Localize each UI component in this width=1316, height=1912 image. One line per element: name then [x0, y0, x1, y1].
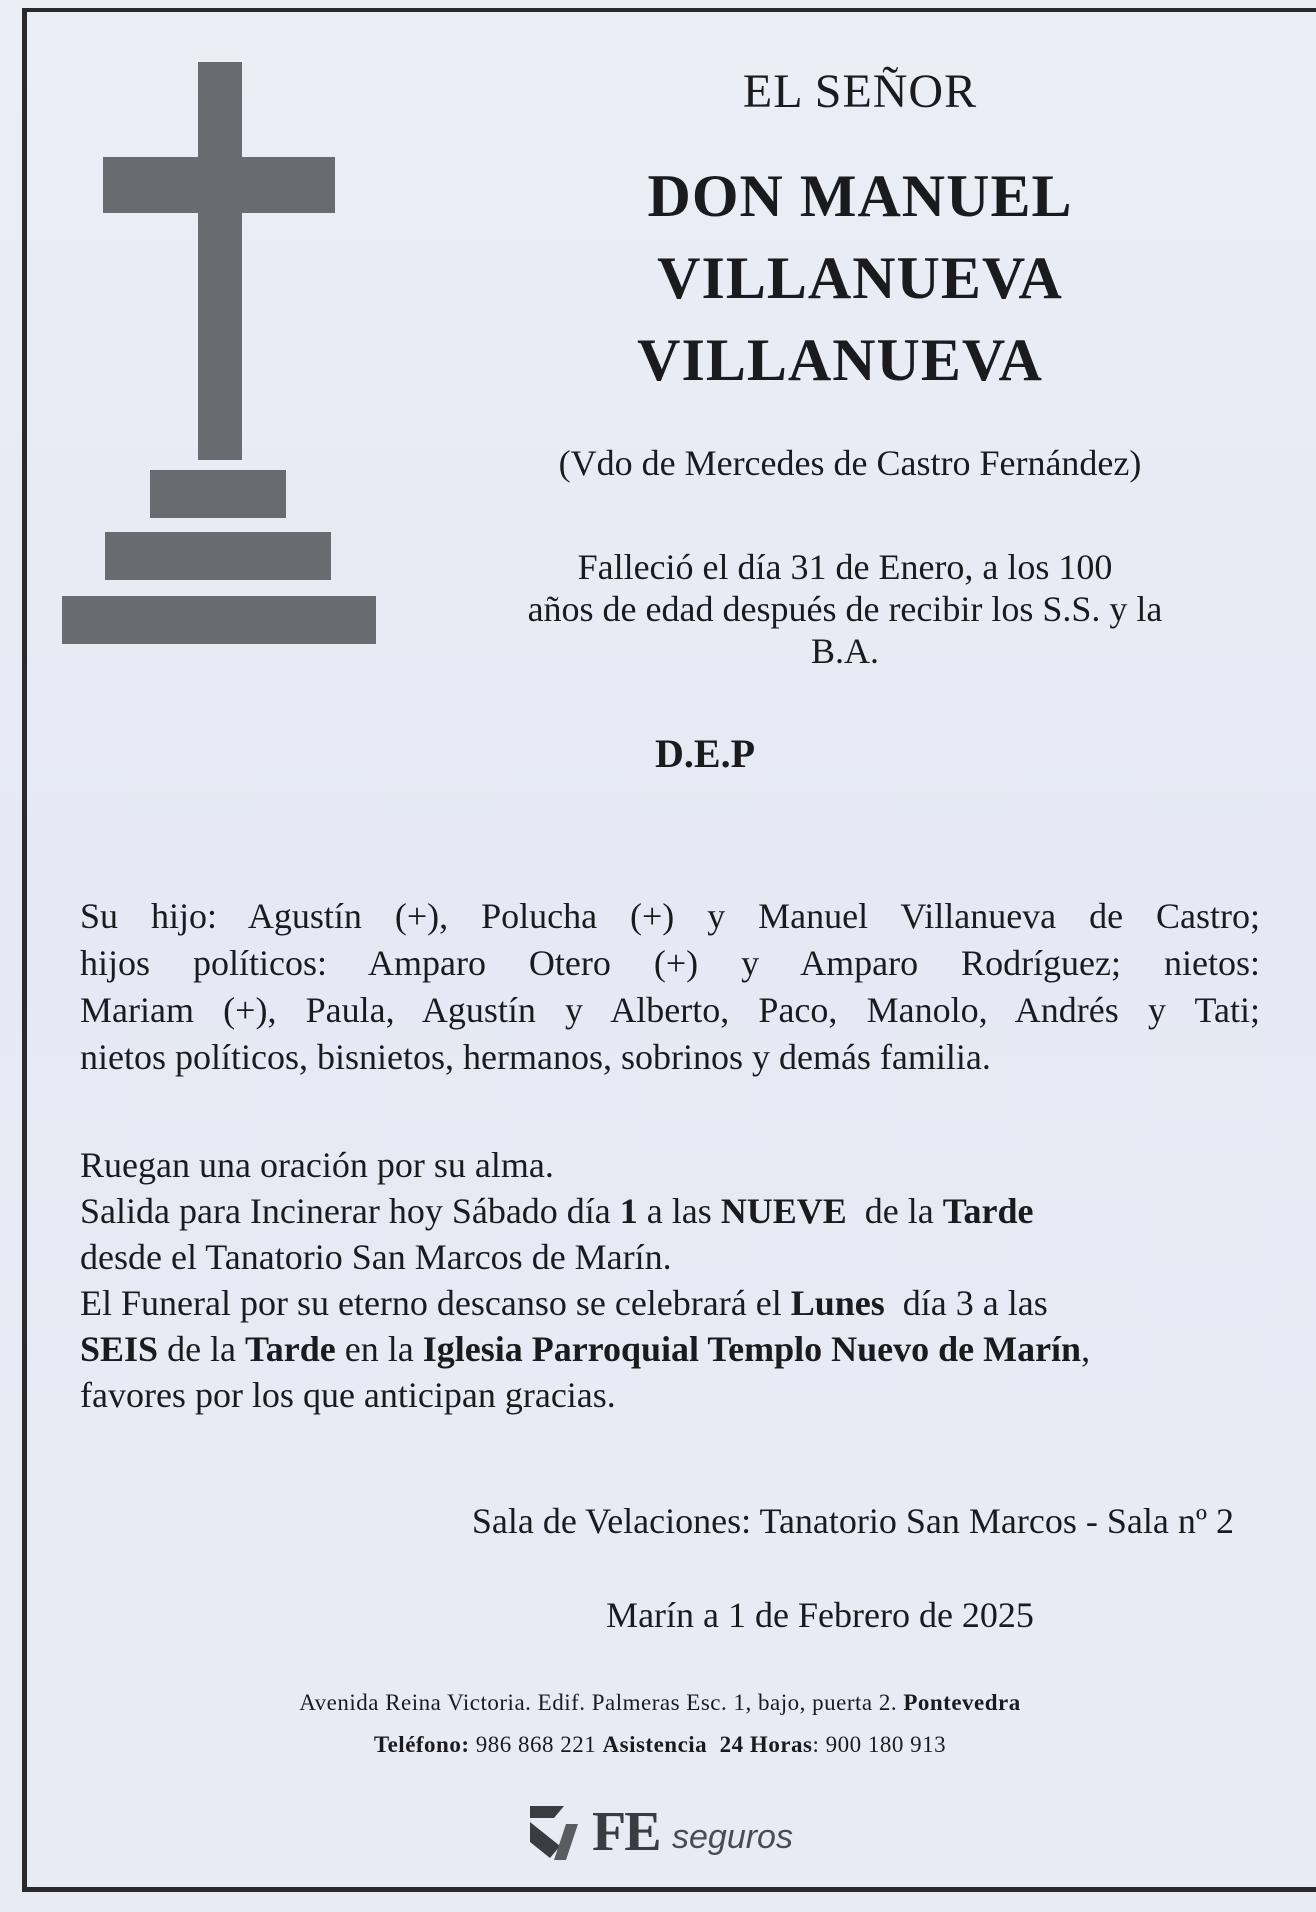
family-line-2: hijos políticos: Amparo Otero (+) y Amparo Rodríguez; nietos: [80, 943, 1260, 983]
family-line-1: Su hijo: Agustín (+), Polucha (+) y Manuel Villanueva de Castro; [80, 896, 1260, 936]
deceased-name-line-1: DON MANUEL [647, 163, 1073, 229]
funeral-home-phones [160, 1732, 1160, 1758]
departure-location: desde el Tanatorio San Marcos de Marín. [80, 1237, 672, 1277]
cross-horizontal-bar [103, 157, 335, 213]
place-and-date: Marín a 1 de Febrero de 2025 [606, 1595, 1034, 1635]
cross-base-step-bottom [62, 596, 376, 644]
departure-text-b: a las [637, 1191, 721, 1231]
phone-label: Teléfono: [373, 1732, 470, 1757]
fe-seguros-logo-icon [520, 1802, 584, 1864]
funeral-text-b: día 3 a las [884, 1283, 1048, 1323]
funeral-text-c: de la [158, 1329, 246, 1369]
closing-thanks: favores por los que anticipan gracias. [80, 1375, 616, 1415]
assistance-phone: : 900 180 913 [812, 1732, 947, 1757]
deceased-name-line-3: VILLANUEVA [637, 327, 1043, 393]
phone-number: 986 868 221 [469, 1732, 603, 1757]
logo-brand: FE [592, 1801, 660, 1863]
funeral-time: SEIS [80, 1329, 159, 1369]
death-announcement [450, 546, 1240, 672]
family-paragraph [80, 893, 1260, 1081]
address-city: Pontevedra [903, 1690, 1021, 1715]
cross-base-step-middle [105, 532, 331, 580]
family-line-4: nietos políticos, bisnietos, hermanos, sobrinos y demás familia. [80, 1037, 991, 1077]
funeral-line-2 [80, 1326, 1090, 1372]
dep-text: D.E.P [655, 731, 755, 776]
death-line-1: Falleció el día 31 de Enero, a los 100 [577, 547, 1113, 587]
departure-text-a: Salida para Incinerar hoy Sábado día [80, 1191, 620, 1231]
title-prefix: EL SEÑOR [742, 65, 978, 118]
deceased-name-line-2: VILLANUEVA [657, 245, 1063, 311]
departure-tarde: Tarde [942, 1191, 1034, 1231]
death-line-2: años de edad después de recibir los S.S. y la [527, 589, 1163, 629]
funeral-church: Iglesia Parroquial Templo Nuevo de Marín [422, 1329, 1082, 1369]
address-text: Avenida Reina Victoria. Edif. Palmeras Esc. 1, bajo, puerta 2. [299, 1690, 904, 1715]
departure-text-c: de la [846, 1191, 943, 1231]
cross-base-step-top [150, 470, 286, 518]
departure-time: NUEVE [720, 1191, 847, 1231]
logo-suffix: seguros [672, 1818, 793, 1856]
viewing-room: Sala de Velaciones: Tanatorio San Marcos - Sala nº 2 [471, 1501, 1234, 1541]
departure-line [80, 1188, 1033, 1234]
funeral-day: Lunes [790, 1283, 885, 1323]
funeral-tarde: Tarde [245, 1329, 336, 1369]
funeral-text-a: El Funeral por su eterno descanso se celebrará el [80, 1283, 791, 1323]
prayer-request: Ruegan una oración por su alma. [80, 1145, 554, 1185]
death-line-3: B.A. [810, 631, 879, 671]
widower-note: (Vdo de Mercedes de Castro Fernández) [558, 443, 1142, 483]
departure-day: 1 [619, 1191, 638, 1231]
funeral-text-e: , [1081, 1329, 1091, 1369]
assistance-label: Asistencia 24 Horas [602, 1732, 813, 1757]
family-line-3: Mariam (+), Paula, Agustín y Alberto, Paco, Manolo, Andrés y Tati; [80, 990, 1260, 1030]
funeral-text-d: en la [335, 1329, 423, 1369]
cross-vertical-bar [198, 62, 242, 460]
funeral-home-address [160, 1690, 1160, 1716]
funeral-line-1 [80, 1280, 1048, 1326]
